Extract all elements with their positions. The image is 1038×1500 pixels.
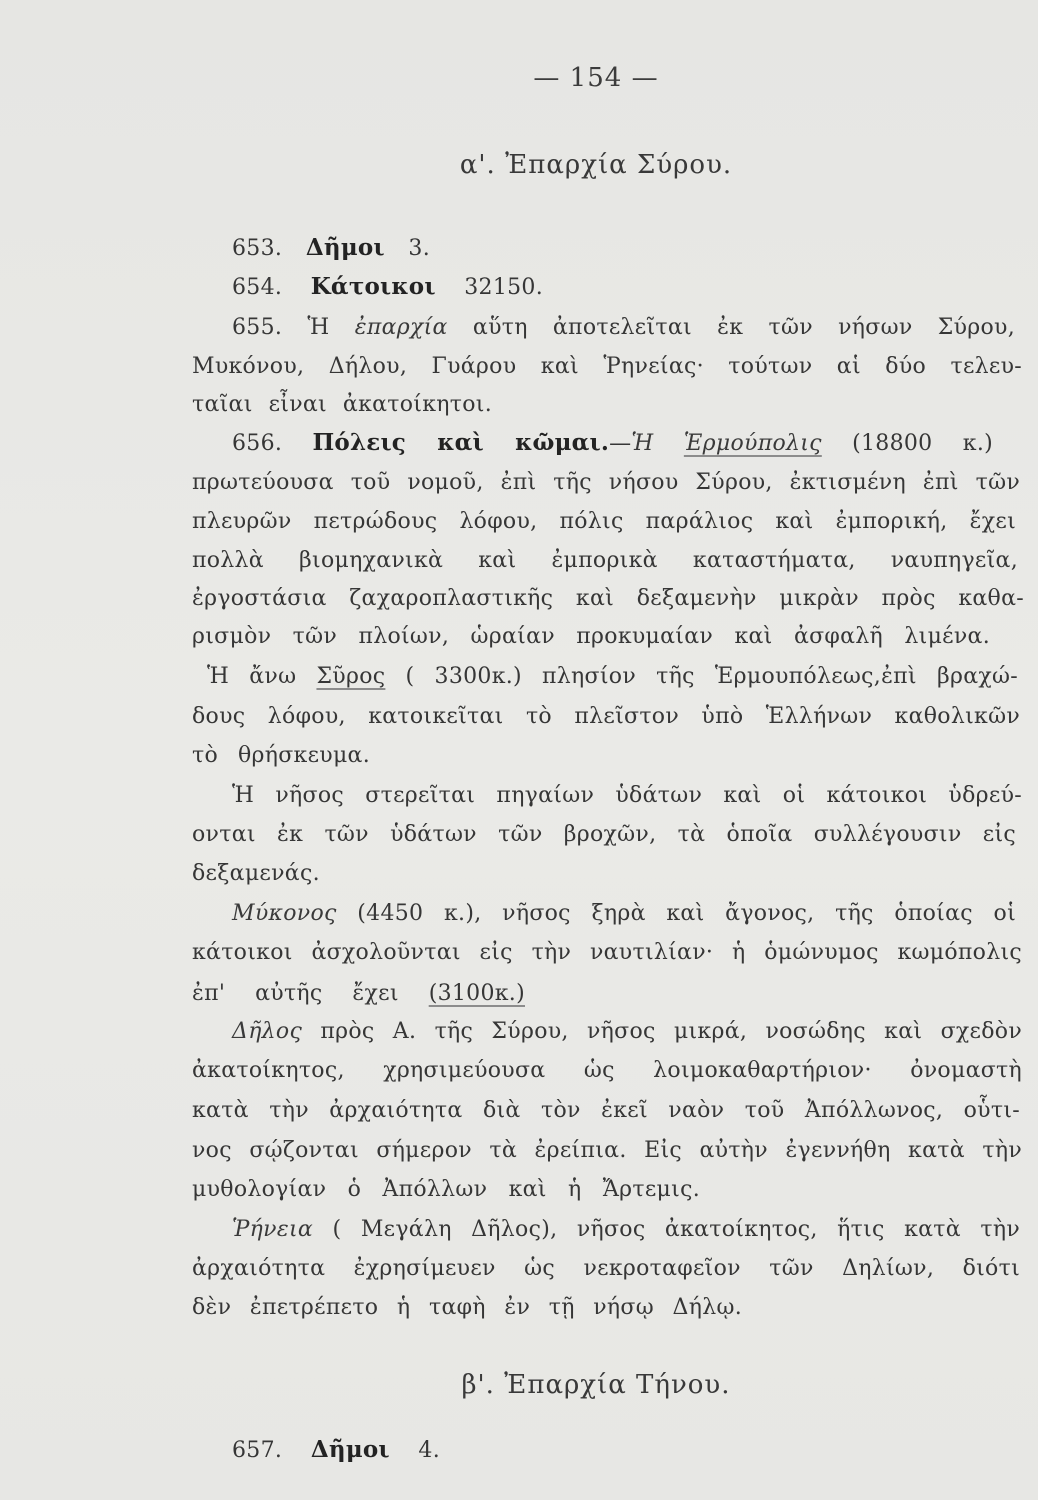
text-line bbox=[192, 619, 990, 655]
line-text: (18800 κ.) bbox=[821, 431, 993, 456]
underlined-term: Ἑρμούπολις bbox=[683, 431, 822, 456]
italic-term: ἐπαρχία bbox=[354, 315, 448, 340]
line-text: κατὰ τὴν ἀρχαιότητα διὰ τὸν ἐκεῖ ναὸν τοῦ Ἀπόλλωνος, οὗτι- bbox=[192, 1098, 1020, 1123]
text-line bbox=[232, 1432, 440, 1469]
line-text: ονται ἐκ τῶν ὑδάτων τῶν βροχῶν, τὰ ὁποῖα συλλέγουσιν εἰς bbox=[192, 822, 1016, 847]
text-line bbox=[232, 230, 430, 267]
line-text: δὲν ἐπετρέπετο ἡ ταφὴ ἐν τῇ νήσῳ Δήλῳ. bbox=[192, 1295, 742, 1320]
line-text: (4450 κ.), νῆσος ξηρὰ καὶ ἄγονος, τῆς ὁποίας οἱ bbox=[336, 901, 1016, 926]
paragraph-number: 657. bbox=[232, 1438, 311, 1463]
text-line bbox=[232, 269, 543, 306]
page-number: — 154 — bbox=[533, 63, 659, 93]
line-text: ἐπ' αὐτῆς ἔχει bbox=[192, 981, 429, 1006]
underlined-term: Σῦρος bbox=[316, 664, 386, 689]
text-line bbox=[232, 896, 1016, 932]
line-text: 32150. bbox=[435, 275, 544, 300]
line-text: ἀκατοίκητος, χρησιμεύουσα ὡς λοιμοκαθαρτήριον· ὀνομαστὴ bbox=[192, 1058, 1022, 1083]
bold-term: Πόλεις καὶ κῶμαι. bbox=[312, 429, 610, 456]
bold-term: Δῆμοι bbox=[305, 234, 385, 261]
italic-term: Ἡ bbox=[631, 431, 684, 456]
italic-term: Δῆλος bbox=[232, 1019, 303, 1044]
text-line bbox=[192, 581, 1024, 617]
line-text: 655. Ἡ bbox=[232, 315, 355, 340]
text-line bbox=[192, 1133, 1022, 1169]
line-text: μυθολογίαν ὁ Ἀπόλλων καὶ ἡ Ἄρτεμις. bbox=[192, 1177, 700, 1202]
line-text: δεξαμενάς. bbox=[192, 861, 320, 886]
line-text: Μυκόνου, Δήλου, Γυάρου καὶ Ῥηνείας· τούτων αἱ δύο τελευ- bbox=[192, 354, 1022, 379]
text-line bbox=[192, 738, 370, 774]
line-text: ἐργοστάσια ζαχαροπλαστικῆς καὶ δεξαμενὴν μικρὰν πρὸς καθα- bbox=[192, 586, 1024, 611]
text-line bbox=[192, 543, 1018, 579]
text-line bbox=[192, 856, 320, 892]
text-line bbox=[192, 1053, 1022, 1089]
italic-term: Ῥήνεια bbox=[232, 1217, 314, 1242]
line-text: ρισμὸν τῶν πλοίων, ὡραίαν προκυμαίαν καὶ ἀσφαλῆ λιμένα. bbox=[192, 624, 990, 649]
text-line bbox=[232, 778, 1022, 814]
text-line bbox=[232, 1014, 1022, 1050]
line-text: ( 3300κ.) πλησίον τῆς Ἑρμουπόλεως,ἐπὶ βραχώ- bbox=[385, 664, 1018, 689]
line-text: πρὸς Α. τῆς Σύρου, νῆσος μικρά, νοσώδης καὶ σχεδὸν bbox=[302, 1019, 1022, 1044]
text-line bbox=[192, 1093, 1020, 1129]
line-text: ἀρχαιότητα ἐχρησίμευεν ὡς νεκροταφεῖον τῶν Δηλίων, διότι bbox=[192, 1256, 1020, 1281]
text-line bbox=[192, 1172, 700, 1208]
text-line bbox=[192, 976, 525, 1012]
line-text: τὸ θρήσκευμα. bbox=[192, 743, 370, 768]
line-text: ταῖαι εἶναι ἀκατοίκητοι. bbox=[192, 392, 492, 417]
text-line bbox=[192, 349, 1022, 385]
line-text: νος σῴζονται σήμερον τὰ ἐρείπια. Εἰς αὐτὴν ἐγεννήθη κατὰ τὴν bbox=[192, 1138, 1022, 1163]
italic-term: Μύκονος bbox=[232, 901, 337, 926]
text-line bbox=[192, 1290, 742, 1326]
bold-term: Κάτοικοι bbox=[310, 273, 436, 300]
paragraph-number: 656. bbox=[232, 431, 313, 456]
text-line bbox=[207, 659, 1018, 695]
line-text: Ἡ ἄνω bbox=[207, 664, 317, 689]
text-line bbox=[232, 1212, 1020, 1248]
line-text: δους λόφου, κατοικεῖται τὸ πλεῖστον ὑπὸ Ἑλλήνων καθολικῶν bbox=[192, 704, 1020, 729]
line-text: αὕτη ἀποτελεῖται ἐκ τῶν νήσων Σύρου, bbox=[447, 315, 1015, 340]
province-heading-tinos: β'. Ἐπαρχία Τήνου. bbox=[461, 1370, 731, 1400]
line-text: πρωτεύουσα τοῦ νομοῦ, ἐπὶ τῆς νήσου Σύρου, ἐκτισμένη ἐπὶ τῶν bbox=[192, 470, 1020, 495]
line-text: πολλὰ βιομηχανικὰ καὶ ἐμπορικὰ καταστήματα, ναυπηγεῖα, bbox=[192, 548, 1018, 573]
text-line bbox=[192, 699, 1020, 735]
text-line bbox=[192, 817, 1016, 853]
line-text: ( Μεγάλη Δῆλος), νῆσος ἀκατοίκητος, ἥτις κατὰ τὴν bbox=[313, 1217, 1020, 1242]
paragraph-number: 653. bbox=[232, 236, 306, 261]
paragraph-number: 654. bbox=[232, 275, 311, 300]
text-line bbox=[232, 310, 1015, 346]
line-text: κάτοικοι ἀσχολοῦνται εἰς τὴν ναυτιλίαν· ἡ ὁμώνυμος κωμόπολις bbox=[192, 940, 1022, 965]
text-line bbox=[192, 935, 1022, 971]
text-line bbox=[192, 465, 1020, 501]
text-line bbox=[192, 504, 1016, 540]
underlined-term: (3100κ.) bbox=[428, 981, 525, 1006]
text-line bbox=[192, 387, 492, 423]
line-text: Ἡ νῆσος στερεῖται πηγαίων ὑδάτων καὶ οἱ κάτοικοι ὑδρεύ- bbox=[232, 783, 1022, 808]
province-heading-syros: α'. Ἐπαρχία Σύρου. bbox=[459, 150, 733, 180]
line-text: 3. bbox=[384, 236, 430, 261]
line-text: πλευρῶν πετρώδους λόφου, πόλις παράλιος καὶ ἐμπορική, ἔχει bbox=[192, 509, 1016, 534]
bold-term: Δῆμοι bbox=[310, 1436, 390, 1463]
line-text: — bbox=[609, 431, 632, 456]
text-line bbox=[232, 425, 993, 462]
text-line bbox=[192, 1251, 1020, 1287]
line-text: 4. bbox=[389, 1438, 440, 1463]
